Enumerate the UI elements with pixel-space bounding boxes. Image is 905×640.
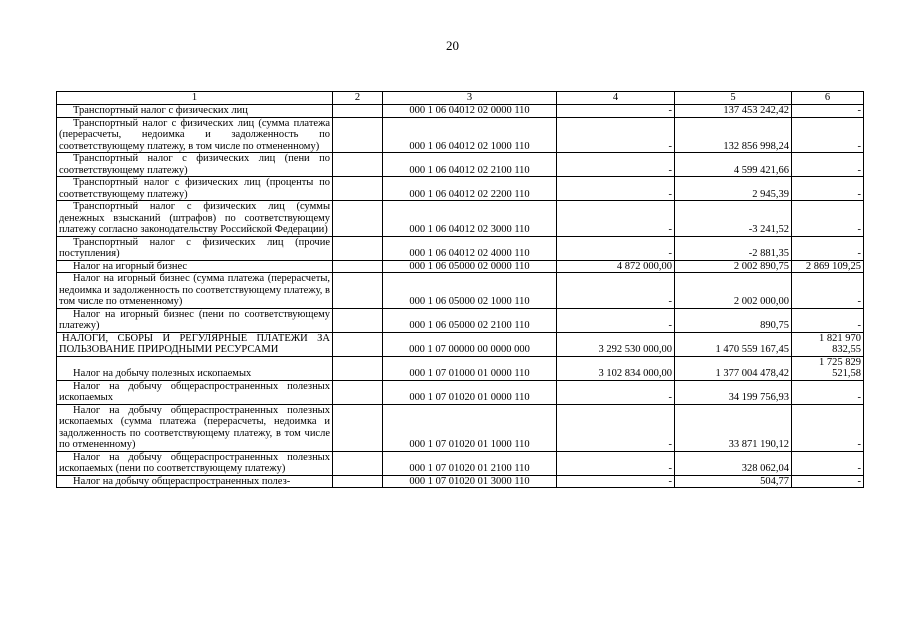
- column-header: 2: [333, 92, 383, 105]
- row-code: 000 1 06 04012 02 0000 110: [383, 105, 557, 118]
- row-code: 000 1 07 01020 01 1000 110: [383, 404, 557, 451]
- row-code: 000 1 07 00000 00 0000 000: [383, 332, 557, 356]
- table-row: [57, 236, 864, 260]
- table-row: [57, 273, 864, 309]
- row-col5: 132 856 998,24: [675, 117, 792, 153]
- row-name-cell: [57, 308, 333, 332]
- row-code: 000 1 06 04012 02 2100 110: [383, 153, 557, 177]
- row-code: 000 1 06 04012 02 2200 110: [383, 177, 557, 201]
- row-col4: 3 292 530 000,00: [557, 332, 675, 356]
- row-name-cell: [57, 451, 333, 475]
- row-col5: 1 377 004 478,42: [675, 356, 792, 380]
- row-name: Налог на добычу полезных ископаемых: [73, 368, 252, 379]
- row-col6: -: [792, 308, 864, 332]
- row-col4: -: [557, 308, 675, 332]
- row-col6: -: [792, 236, 864, 260]
- row-col2-cell: [333, 153, 383, 177]
- row-col6: -: [792, 153, 864, 177]
- row-col4: -: [557, 153, 675, 177]
- row-col4: -: [557, 404, 675, 451]
- row-col4: -: [557, 201, 675, 237]
- row-name-cell: [57, 380, 333, 404]
- row-name: НАЛОГИ, СБОРЫ И РЕГУЛЯРНЫЕ ПЛАТЕЖИ ЗА ПОЛЬЗОВАНИЕ ПРИРОДНЫМИ РЕСУРСАМИ: [59, 332, 330, 355]
- table-row: [57, 404, 864, 451]
- row-name: Налог на добычу общераспространенных полезных ископаемых (пени по соответствующему платежу): [59, 451, 330, 474]
- row-col6: -: [792, 380, 864, 404]
- report-table: [56, 91, 864, 488]
- row-name-cell: [57, 404, 333, 451]
- row-col5: 137 453 242,42: [675, 105, 792, 118]
- table-row: [57, 260, 864, 273]
- row-col2-cell: [333, 332, 383, 356]
- row-name: Транспортный налог с физических лиц (проценты по соответствующему платежу): [59, 177, 330, 200]
- row-col6: -: [792, 273, 864, 309]
- row-col5: 4 599 421,66: [675, 153, 792, 177]
- row-name: Налог на игорный бизнес: [73, 260, 188, 272]
- page-number: 20: [446, 38, 459, 53]
- row-col5: -2 881,35: [675, 236, 792, 260]
- row-name-cell: [57, 260, 333, 273]
- row-col5: 2 002 000,00: [675, 273, 792, 309]
- row-col2-cell: [333, 356, 383, 380]
- table-row: [57, 201, 864, 237]
- row-col2-cell: [333, 260, 383, 273]
- row-code: 000 1 06 04012 02 1000 110: [383, 117, 557, 153]
- row-name: Транспортный налог с физических лиц: [73, 105, 248, 116]
- row-name: Налог на добычу общераспространенных полез-: [73, 475, 291, 487]
- row-code: 000 1 06 05000 02 0000 110: [383, 260, 557, 273]
- column-header: 4: [557, 92, 675, 105]
- row-name: Транспортный налог с физических лиц (прочие поступления): [59, 236, 330, 259]
- row-col4: -: [557, 105, 675, 118]
- row-name-cell: [57, 153, 333, 177]
- row-col2-cell: [333, 117, 383, 153]
- row-col4: 3 102 834 000,00: [557, 356, 675, 380]
- row-col6: -: [792, 451, 864, 475]
- row-col4: -: [557, 177, 675, 201]
- row-col2-cell: [333, 404, 383, 451]
- row-name-cell: [57, 475, 333, 488]
- row-col2-cell: [333, 451, 383, 475]
- row-code: 000 1 06 05000 02 2100 110: [383, 308, 557, 332]
- table-row: [57, 105, 864, 118]
- column-header: 3: [383, 92, 557, 105]
- row-col4: -: [557, 236, 675, 260]
- row-col2-cell: [333, 201, 383, 237]
- row-name-cell: [57, 356, 333, 380]
- row-col6: -: [792, 404, 864, 451]
- row-name: Налог на игорный бизнес (сумма платежа (перерасчеты, недоимка и задолженность по соответствующему платежу, в том числе по отмененному): [59, 273, 330, 307]
- column-number-row: [57, 92, 864, 105]
- row-name-cell: [57, 201, 333, 237]
- column-header: 5: [675, 92, 792, 105]
- row-col5: 890,75: [675, 308, 792, 332]
- row-col5: 1 470 559 167,45: [675, 332, 792, 356]
- row-col6: -: [792, 201, 864, 237]
- row-col6: 2 869 109,25: [792, 260, 864, 273]
- row-name: Налог на игорный бизнес (пени по соответствующему платежу): [59, 308, 330, 331]
- row-name: Транспортный налог с физических лиц (пени по соответствующему платежу): [59, 153, 330, 176]
- row-col5: 34 199 756,93: [675, 380, 792, 404]
- row-col5: 504,77: [675, 475, 792, 488]
- row-col4: -: [557, 475, 675, 488]
- row-name: Налог на добычу общераспространенных полезных ископаемых: [59, 380, 330, 403]
- row-name-cell: [57, 273, 333, 309]
- row-col2-cell: [333, 273, 383, 309]
- row-code: 000 1 07 01020 01 2100 110: [383, 451, 557, 475]
- column-header: 6: [792, 92, 864, 105]
- row-col2-cell: [333, 236, 383, 260]
- row-name-cell: [57, 105, 333, 118]
- row-col5: -3 241,52: [675, 201, 792, 237]
- row-col5: 2 945,39: [675, 177, 792, 201]
- row-col2-cell: [333, 380, 383, 404]
- table-row: [57, 308, 864, 332]
- row-code: 000 1 06 04012 02 4000 110: [383, 236, 557, 260]
- table-row: [57, 451, 864, 475]
- table-row: [57, 356, 864, 380]
- row-name: Транспортный налог с физических лиц (сумма платежа (перерасчеты, недоимка и задолженность по соответствующему платежу, в том числе по отмененному): [59, 117, 330, 152]
- row-col6: -: [792, 475, 864, 488]
- row-code: 000 1 06 05000 02 1000 110: [383, 273, 557, 309]
- row-code: 000 1 07 01000 01 0000 110: [383, 356, 557, 380]
- row-col2-cell: [333, 475, 383, 488]
- row-name: Налог на добычу общераспространенных полезных ископаемых (сумма платежа (перерасчеты, недоимка и задолженность по соответствующему платежу, в том числе по отмененному): [59, 404, 330, 450]
- row-col4: 4 872 000,00: [557, 260, 675, 273]
- table-row: [57, 177, 864, 201]
- row-col6: -: [792, 177, 864, 201]
- row-col4: -: [557, 273, 675, 309]
- row-name-cell: [57, 236, 333, 260]
- table-row: [57, 475, 864, 488]
- row-col5: 33 871 190,12: [675, 404, 792, 451]
- row-col6: 1 725 829 521,58: [792, 356, 864, 380]
- row-name-cell: [57, 117, 333, 153]
- row-name-cell: [57, 332, 333, 356]
- table-row: [57, 380, 864, 404]
- row-col4: -: [557, 380, 675, 404]
- row-col4: -: [557, 451, 675, 475]
- row-col6: 1 821 970 832,55: [792, 332, 864, 356]
- table-row: [57, 332, 864, 356]
- column-header: 1: [57, 92, 333, 105]
- table-row: [57, 117, 864, 153]
- row-col2-cell: [333, 105, 383, 118]
- row-code: 000 1 07 01020 01 3000 110: [383, 475, 557, 488]
- row-col5: 2 002 890,75: [675, 260, 792, 273]
- row-col4: -: [557, 117, 675, 153]
- table-row: [57, 153, 864, 177]
- row-name-cell: [57, 177, 333, 201]
- row-col2-cell: [333, 177, 383, 201]
- row-col2-cell: [333, 308, 383, 332]
- row-code: 000 1 07 01020 01 0000 110: [383, 380, 557, 404]
- row-col5: 328 062,04: [675, 451, 792, 475]
- row-name: Транспортный налог с физических лиц (суммы денежных взысканий (штрафов) по соответствующему платежу согласно законодательству Российской Федерации): [59, 201, 330, 235]
- row-col6: -: [792, 117, 864, 153]
- row-code: 000 1 06 04012 02 3000 110: [383, 201, 557, 237]
- row-col6: -: [792, 105, 864, 118]
